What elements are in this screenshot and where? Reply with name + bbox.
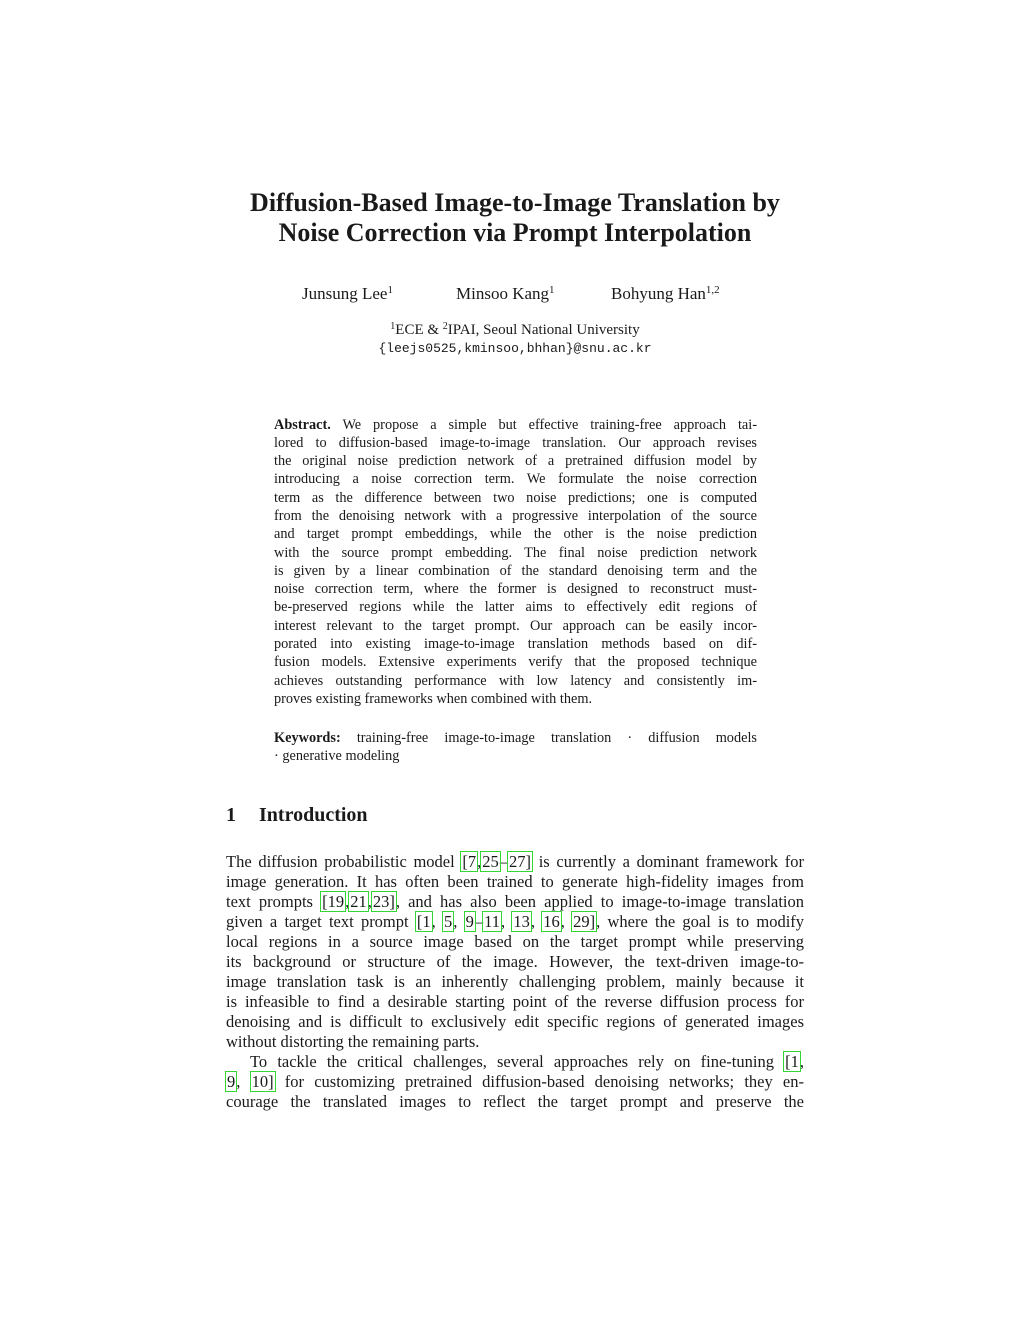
- keywords-line: · generative modeling: [274, 748, 400, 764]
- author-affil-sup: 1: [387, 284, 393, 296]
- author-1: [302, 284, 393, 304]
- text-run: ,: [477, 852, 482, 871]
- section-title: Introduction: [259, 804, 368, 826]
- abstract-line: and target prompt embeddings, while the other is the noise prediction: [274, 526, 757, 542]
- abstract-line: proves existing frameworks when combined with them.: [274, 691, 593, 707]
- text-run: is currently a dominant framework for: [532, 852, 804, 871]
- text-run: , where the goal is to modify: [596, 912, 805, 931]
- text-run: , and has also been applied to image-to-image translation: [395, 892, 804, 911]
- body-line: [226, 1072, 804, 1092]
- keywords-line: [274, 729, 757, 747]
- keywords-heading: Keywords:: [274, 730, 341, 746]
- abstract-line: term as the difference between two noise predictions; one is computed: [274, 490, 757, 506]
- abstract-line: achieves outstanding performance with low latency and consistently im-: [274, 673, 757, 689]
- text-run: To tackle the critical challenges, several approaches rely on fine-tuning: [250, 1052, 785, 1071]
- abstract-line: with the source prompt embedding. The final noise prediction network: [274, 545, 757, 561]
- citation-link[interactable]: [1: [785, 1052, 799, 1071]
- text-run: ,: [453, 912, 465, 931]
- text-run: given a target text prompt: [226, 912, 416, 931]
- abstract-line: be-preserved regions while the latter aims to effectively edit regions of: [274, 599, 757, 615]
- abstract-line: from the denoising network with a progressive interpolation of the source: [274, 508, 757, 524]
- text-run: –: [474, 912, 484, 931]
- abstract-line: is given by a linear combination of the standard denoising term and the: [274, 563, 757, 579]
- text-run: –: [499, 852, 509, 871]
- citation-link[interactable]: 16: [543, 912, 560, 931]
- body-line: [226, 892, 804, 912]
- body-line: without distorting the remaining parts.: [226, 1032, 480, 1051]
- text-run: text prompts: [226, 892, 322, 911]
- author-name: Minsoo Kang: [456, 284, 550, 303]
- citation-link[interactable]: 21: [350, 892, 367, 911]
- paper-title-line-1: Diffusion-Based Image-to-Image Translation by: [250, 188, 780, 217]
- affil-sup-1: 1: [390, 321, 396, 332]
- abstract-line: [274, 416, 757, 434]
- citation-link[interactable]: 29]: [573, 912, 596, 931]
- affil-part-2: IPAI, Seoul National University: [447, 322, 640, 338]
- citation-link[interactable]: 13: [513, 912, 530, 931]
- citation-link[interactable]: [1: [416, 912, 431, 931]
- body-line: denoising and is difficult to exclusively edit specific regions of generated images: [226, 1012, 804, 1031]
- text-run: ,: [345, 892, 350, 911]
- body-line: [226, 912, 804, 932]
- abstract-line: interest relevant to the target prompt. Our approach can be easily incor-: [274, 618, 757, 634]
- author-name: Bohyung Han: [611, 284, 706, 303]
- abstract-text: We propose a simple but effective training-free approach tai-: [342, 417, 757, 433]
- citation-link[interactable]: 23]: [372, 892, 395, 911]
- affiliation: [150, 321, 880, 339]
- body-line: [226, 1052, 804, 1072]
- citation-link[interactable]: 9: [465, 912, 474, 931]
- text-run: for customizing pretrained diffusion-based denoising networks; they en-: [274, 1072, 804, 1091]
- section-number: 1: [226, 804, 236, 826]
- text-run: ,: [530, 912, 543, 931]
- paper-title-line-2: Noise Correction via Prompt Interpolation: [278, 218, 752, 247]
- text-run: ,: [431, 912, 443, 931]
- citation-link[interactable]: 9: [227, 1072, 236, 1091]
- body-line: image generation. It has often been trained to generate high-fidelity images from: [226, 872, 804, 891]
- abstract-line: the original noise prediction network of a pretrained diffusion model by: [274, 453, 757, 469]
- citation-link[interactable]: [19: [322, 892, 345, 911]
- citation-link[interactable]: 11: [484, 912, 500, 931]
- citation-link[interactable]: 27]: [509, 852, 532, 871]
- citation-link[interactable]: 5: [443, 912, 453, 931]
- body-line: local regions in a source image based on the target prompt while preserving: [226, 932, 804, 951]
- body-line: courage the translated images to reflect the target prompt and preserve the: [226, 1092, 804, 1111]
- text-run: ,: [560, 912, 573, 931]
- body-line: image translation task is an inherently challenging problem, mainly because it: [226, 972, 804, 991]
- abstract-heading: Abstract.: [274, 417, 331, 433]
- author-3: [611, 284, 720, 304]
- abstract-line: lored to diffusion-based image-to-image translation. Our approach revises: [274, 435, 757, 451]
- body-line: its background or structure of the image. However, the text-driven image-to-: [226, 952, 804, 971]
- author-name: Junsung Lee: [302, 284, 388, 303]
- citation-link[interactable]: 25: [482, 852, 499, 871]
- affil-part-1: ECE &: [395, 322, 443, 338]
- text-run: ,: [367, 892, 372, 911]
- text-run: ,: [236, 1072, 251, 1091]
- text-run: ,: [799, 1052, 804, 1071]
- section-heading: [226, 804, 368, 827]
- author-affil-sup: 1,2: [705, 284, 720, 296]
- abstract-line: fusion models. Extensive experiments verify that the proposed technique: [274, 654, 757, 670]
- author-affil-sup: 1: [549, 284, 555, 296]
- abstract-line: noise correction term, where the former is designed to reconstruct must-: [274, 581, 757, 597]
- abstract-line: porated into existing image-to-image translation methods based on dif-: [274, 636, 757, 652]
- abstract-line: introducing a noise correction term. We formulate the noise correction: [274, 471, 757, 487]
- body-line: [226, 852, 804, 872]
- keywords-text: training-free image-to-image translation · diffusion models: [356, 730, 757, 746]
- author-emails: {leejs0525,kminsoo,bhhan}@snu.ac.kr: [378, 341, 652, 356]
- body-line: is infeasible to find a desirable starting point of the reverse diffusion process for: [226, 992, 804, 1011]
- text-run: The diffusion probabilistic model: [226, 852, 462, 871]
- affil-sup-2: 2: [442, 321, 448, 332]
- author-2: [456, 284, 555, 304]
- text-run: ,: [500, 912, 513, 931]
- citation-link[interactable]: 10]: [251, 1072, 274, 1091]
- citation-link[interactable]: [7: [462, 852, 477, 871]
